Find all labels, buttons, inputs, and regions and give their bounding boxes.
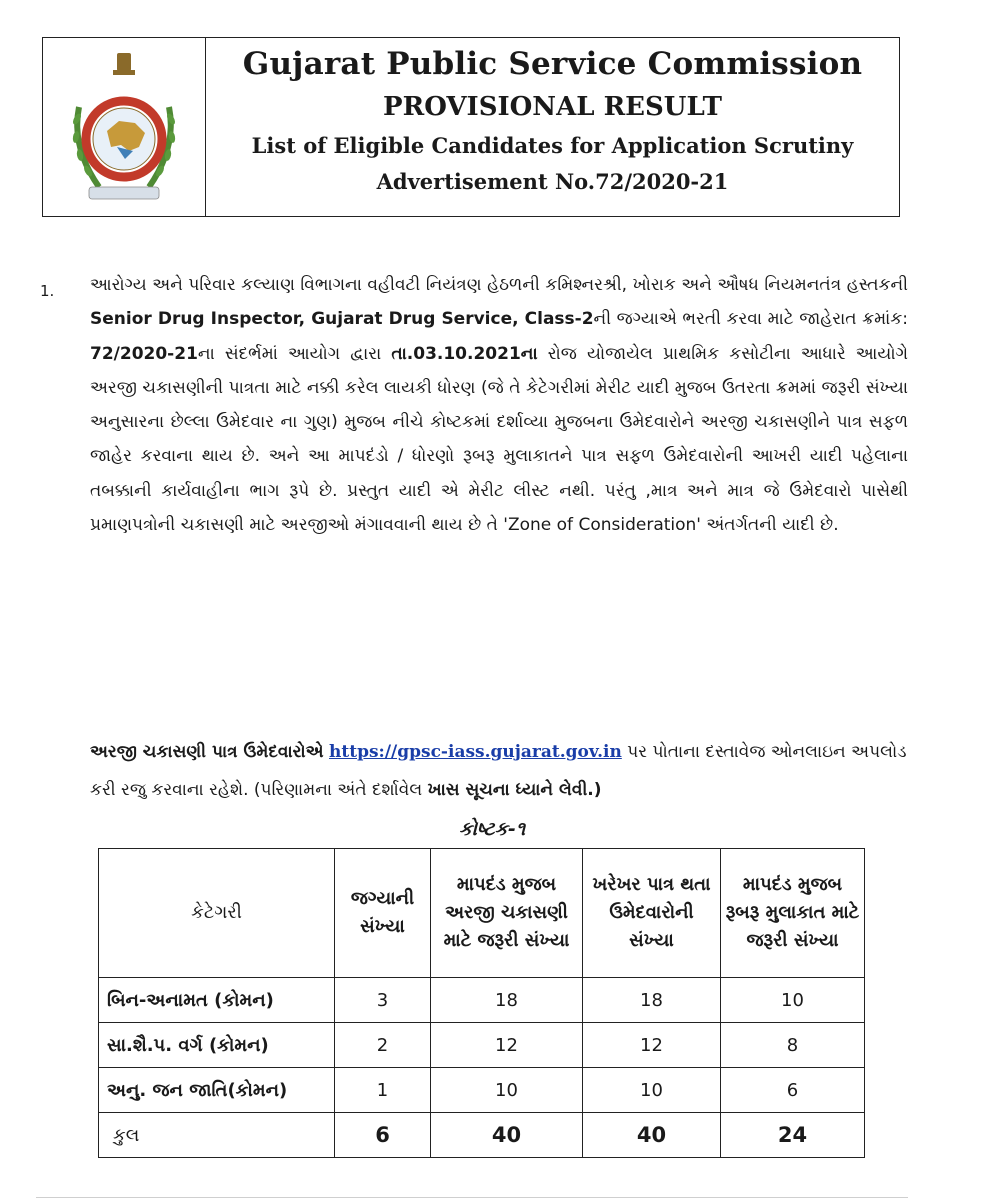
table-row bbox=[99, 1023, 865, 1068]
adv-number: 72/2020-21 bbox=[90, 343, 198, 364]
header-box bbox=[42, 37, 900, 217]
result-type: PROVISIONAL RESULT bbox=[383, 92, 722, 122]
note-emphasis: ખાસ સૂચના ધ્યાને લેવી.) bbox=[427, 780, 602, 800]
col-header-required-interview: માપદંડ મુજબ રૂબરૂ મુલાકાત માટે જરૂરી સંખ્યા bbox=[721, 849, 865, 978]
cell-actual-eligible: 12 bbox=[583, 1023, 721, 1068]
cell-total-posts: 6 bbox=[335, 1113, 431, 1158]
cell-category: સા.શૈ.પ. વર્ગ (કોમન) bbox=[99, 1023, 335, 1068]
table-row bbox=[99, 978, 865, 1023]
paragraph-text bbox=[90, 268, 908, 542]
col-header-required-scrutiny: માપદંડ મુજબ અરજી ચકાસણી માટે જરૂરી સંખ્યા bbox=[431, 849, 583, 978]
bottom-divider bbox=[36, 1197, 908, 1198]
cell-posts: 3 bbox=[335, 978, 431, 1023]
paragraph-part-2: ની જગ્યાએ ભરતી કરવા માટે જાહેરાત ક્રમાંક: bbox=[593, 309, 908, 330]
cell-posts: 1 bbox=[335, 1068, 431, 1113]
col-header-category: કેટેગરી bbox=[99, 849, 335, 978]
paragraph-part-3: ના સંદર્ભમાં આયોગ દ્વારા bbox=[197, 343, 392, 364]
cell-required-interview: 8 bbox=[721, 1023, 865, 1068]
cell-total-required-scrutiny: 40 bbox=[431, 1113, 583, 1158]
note-lead: અરજી ચકાસણી પાત્ર ઉમેદવારોએ bbox=[90, 742, 324, 762]
cell-posts: 2 bbox=[335, 1023, 431, 1068]
paragraph-number: 1. bbox=[40, 282, 55, 300]
advertisement-no: Advertisement No.72/2020-21 bbox=[376, 169, 729, 194]
table-total-row bbox=[99, 1113, 865, 1158]
table-row bbox=[99, 1068, 865, 1113]
note-text: પર પોતાના દસ્તાવેજ ઓનલાઇન અપલોડ કરી રજુ કરવાના રહેશે. (પરિણામના અંતે દર્શાવેલ bbox=[90, 742, 907, 800]
cell-category: બિન-અનામત (કોમન) bbox=[99, 978, 335, 1023]
cell-required-scrutiny: 18 bbox=[431, 978, 583, 1023]
upload-note bbox=[90, 733, 908, 809]
post-name: Senior Drug Inspector, Gujarat Drug Service, Class-2 bbox=[90, 309, 594, 330]
cell-required-interview: 6 bbox=[721, 1068, 865, 1113]
paragraph-part-4: રોજ યોજાયેલ પ્રાથમિક કસોટીના આધારે આયોગે અરજી ચકાસણીની પાત્રતા માટે નક્કી કરેલ લાયકી ધોરણ (જે તે કેટેગરીમાં મેરીટ યાદી મુજબ ઉતરતા ક્રમમાં જરૂરી સંખ્યા અનુસારના છેલ્લા ઉમેદવાર ના ગુણ) મુજબ નીચે કોષ્ટકમાં દર્શાવ્યા મુજબના ઉમેદવારોને અરજી ચકાસણીને પાત્ર સફળ જાહેર કરવાના થાય છે. અને આ માપદંડો / ધોરણો રૂબરૂ મુલાકાતને પાત્ર સફળ ઉમેદવારોની આખરી યાદી પહેલાના તબક્કાની કાર્યવાહીના ભાગ રૂપે છે. પ્રસ્તુત યાદી એ મેરીટ લીસ્ટ નથી. પરંતુ ,માત્ર અને માત્ર જે ઉમેદવારો પાસેથી પ્રમાણપત્રોની ચકાસણી માટે અરજીઓ મંગાવવાની થાય છે તે 'Zone of Consideration' અંતર્ગતની યાદી છે. bbox=[90, 343, 908, 536]
col-header-actual-eligible: ખરેખર પાત્ર થતા ઉમેદવારોની સંખ્યા bbox=[583, 849, 721, 978]
cell-category: અનુ. જન જાતિ(કોમન) bbox=[99, 1068, 335, 1113]
cell-required-interview: 10 bbox=[721, 978, 865, 1023]
cell-total-label: કુલ bbox=[99, 1113, 335, 1158]
cell-required-scrutiny: 12 bbox=[431, 1023, 583, 1068]
org-name: Gujarat Public Service Commission bbox=[242, 46, 863, 82]
cell-actual-eligible: 18 bbox=[583, 978, 721, 1023]
logo-cell bbox=[43, 38, 206, 216]
cell-total-actual-eligible: 40 bbox=[583, 1113, 721, 1158]
table-header-row bbox=[99, 849, 865, 978]
subtitle: List of Eligible Candidates for Application Scrutiny bbox=[251, 133, 854, 158]
paragraph-part-1: આરોગ્ય અને પરિવાર કલ્યાણ વિભાગના વહીવટી નિયંત્રણ હેઠળની કમિશ્નરશ્રી, ખોરાક અને ઔષધ નિયમનતંત્ર હસ્તકની bbox=[90, 275, 908, 295]
exam-date: તા.03.10.2021ના bbox=[391, 343, 538, 364]
col-header-posts: જગ્યાની સંખ્યા bbox=[335, 849, 431, 978]
portal-link[interactable]: https://gpsc-iass.gujarat.gov.in bbox=[329, 742, 622, 762]
eligibility-table bbox=[98, 848, 865, 1158]
cell-actual-eligible: 10 bbox=[583, 1068, 721, 1113]
cell-required-scrutiny: 10 bbox=[431, 1068, 583, 1113]
title-cell bbox=[206, 38, 899, 216]
cell-total-required-interview: 24 bbox=[721, 1113, 865, 1158]
gpsc-emblem-icon bbox=[59, 47, 189, 207]
table-title: કોષ્ટક-૧ bbox=[458, 818, 526, 840]
